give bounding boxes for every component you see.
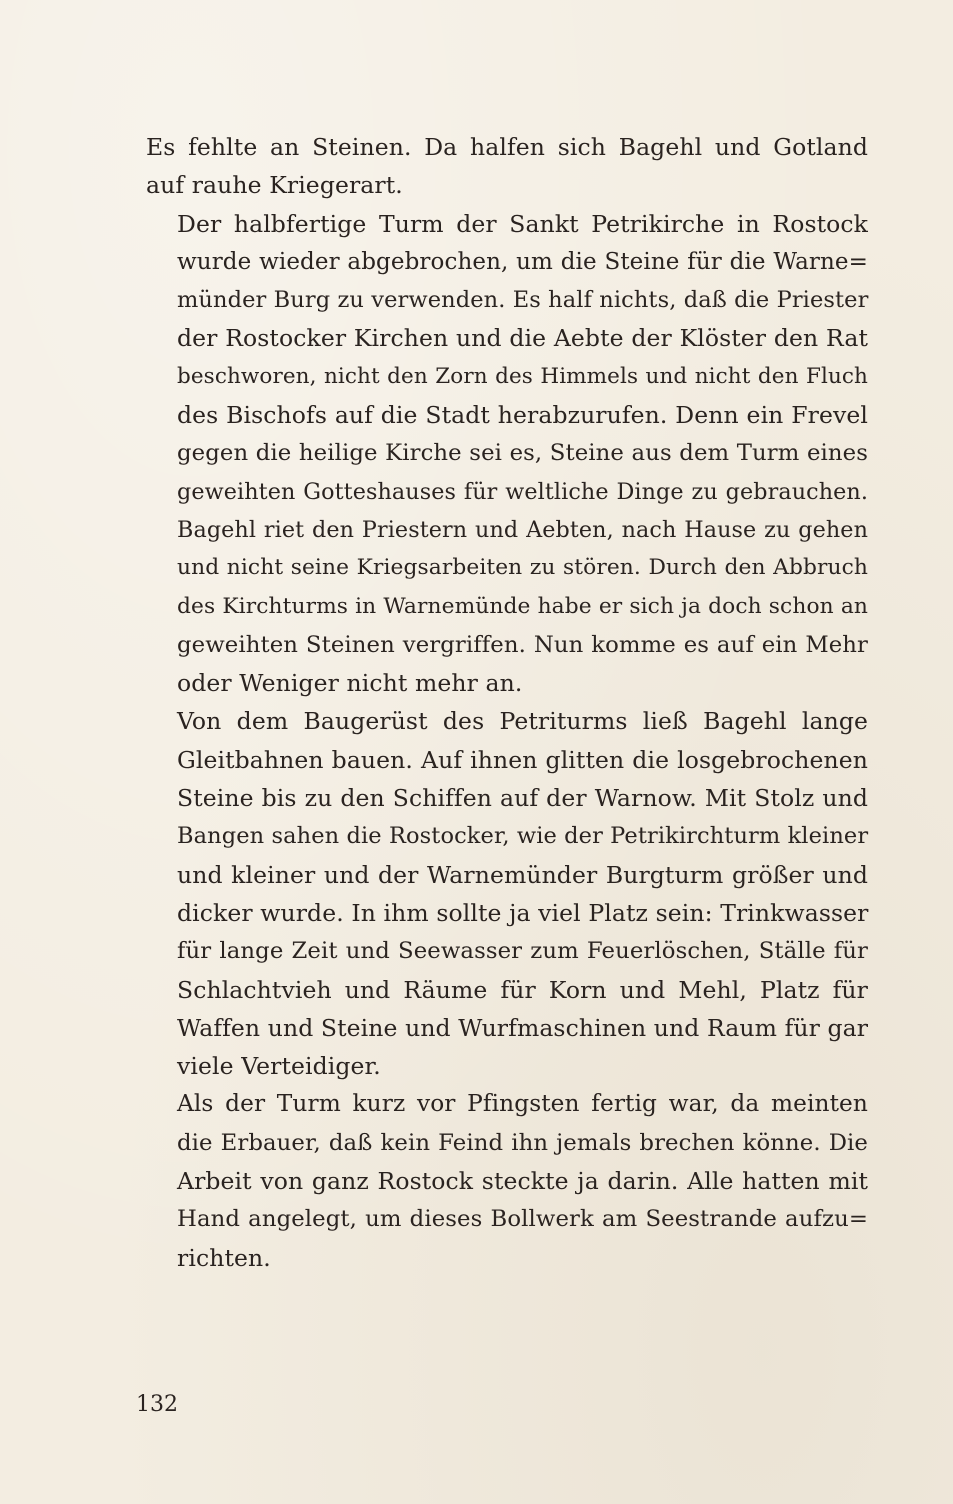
text-line: auf rauhe Kriegerart. xyxy=(146,171,403,200)
text-line: Waffen und Steine und Wurfmaschinen und Raum für gar xyxy=(177,1013,869,1042)
text-line: und nicht seine Kriegsarbeiten zu stören. Durch den Abbruch xyxy=(177,555,868,581)
body-text xyxy=(146,128,868,1277)
paragraph xyxy=(146,128,868,205)
text-line: des Kirchturms in Warnemünde habe er sich ja doch schon an xyxy=(177,593,868,619)
text-line: Gleitbahnen bauen. Auf ihnen glitten die losgebrochenen xyxy=(177,745,868,774)
text-line: beschworen, nicht den Zorn des Himmels und nicht den Fluch xyxy=(177,363,868,389)
text-line: Bangen sahen die Rostocker, wie der Petrikirchturm kleiner xyxy=(177,823,869,850)
text-line: geweihten Gotteshauses für weltliche Dinge zu gebrauchen. xyxy=(177,478,868,505)
text-line: Schlachtvieh und Räume für Korn und Mehl, Platz für xyxy=(177,975,868,1004)
text-line: richten. xyxy=(177,1243,271,1272)
text-line: Bagehl riet den Priestern und Aebten, nach Hause zu gehen xyxy=(177,516,868,543)
page-number: 132 xyxy=(136,1392,178,1417)
paragraph xyxy=(146,1085,868,1276)
text-line: münder Burg zu verwenden. Es half nichts, daß die Priester xyxy=(177,287,869,314)
text-line: oder Weniger nicht mehr an. xyxy=(177,669,523,698)
text-line: gegen die heilige Kirche sei es, Steine aus dem Turm eines xyxy=(177,440,868,467)
text-line: der Rostocker Kirchen und die Aebte der Klöster den Rat xyxy=(177,324,868,353)
text-line: Als der Turm kurz vor Pfingsten fertig war, da meinten xyxy=(177,1090,868,1118)
text-line: geweihten Steinen vergriffen. Nun komme es auf ein Mehr xyxy=(177,631,868,658)
text-line: des Bischofs auf die Stadt herabzurufen. Denn ein Frevel xyxy=(177,401,868,430)
text-line: Steine bis zu den Schiffen auf der Warnow. Mit Stolz und xyxy=(177,784,868,813)
text-line: dicker wurde. In ihm sollte ja viel Platz sein: Trinkwasser xyxy=(177,898,869,927)
text-line: Arbeit von ganz Rostock steckte ja darin. Alle hatten mit xyxy=(177,1167,868,1196)
text-line: für lange Zeit und Seewasser zum Feuerlöschen, Ställe für xyxy=(177,938,868,965)
paragraph xyxy=(146,702,868,1085)
paragraph xyxy=(146,205,868,703)
text-line: Hand angelegt, um dieses Bollwerk am Seestrande aufzu= xyxy=(177,1206,868,1233)
text-line: Der halbfertige Turm der Sankt Petrikirche in Rostock xyxy=(177,209,868,238)
text-line: Es fehlte an Steinen. Da halfen sich Bagehl und Gotland xyxy=(146,133,868,161)
text-line: und kleiner und der Warnemünder Burgturm größer und xyxy=(177,860,868,889)
text-line: die Erbauer, daß kein Feind ihn jemals brechen könne. Die xyxy=(177,1129,868,1156)
text-line: viele Verteidiger. xyxy=(177,1052,381,1081)
text-line: wurde wieder abgebrochen, um die Steine für die Warne= xyxy=(177,248,868,275)
text-line: Von dem Baugerüst des Petriturms ließ Bagehl lange xyxy=(177,707,868,736)
